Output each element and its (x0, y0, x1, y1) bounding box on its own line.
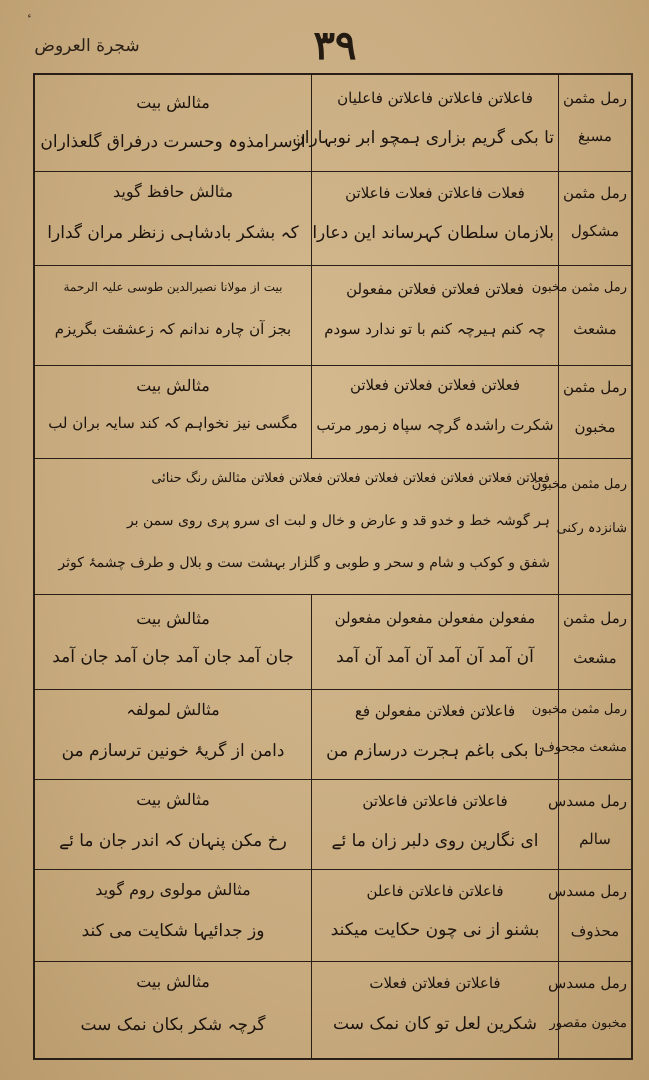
table-row (35, 266, 631, 366)
scansion: فاعلاتن فاعلاتن فاعلاتن (362, 792, 508, 810)
meter-name-cell (547, 870, 631, 961)
example-cell (35, 75, 311, 171)
meter-name-cell (558, 172, 631, 265)
table-row (35, 690, 631, 780)
wide-verse: شفق و کوکب و شام و سحر و طوبی و گلزار بہشت ست و بلال و طرف چشمۂ کوثر (58, 555, 550, 571)
meter-name-cell (547, 780, 631, 869)
example-heading: مثالش بیت (136, 93, 210, 112)
table-row (35, 780, 631, 870)
example-verse: ازسرامذوہ وحسرت درفراق گلعذاران (40, 132, 306, 152)
wide-verse: ہر گوشہ خط و خدو قد و عارض و خال و لبت ای سرو پری روی سمن بر (126, 513, 550, 529)
meter-subname: مخبون (574, 418, 616, 436)
scansion-cell (311, 690, 558, 779)
scansion-cell (311, 870, 558, 961)
example-cell (35, 780, 311, 869)
meter-name-cell (547, 962, 631, 1058)
scansion-verse: چہ کنم ہیرچہ کنم با تو ندارد سودم (324, 320, 546, 338)
meter-subname: مشعث مجحوف (541, 740, 627, 755)
table-row (35, 75, 631, 172)
scansion-verse: تا بکی گریم بزاری ہمچو ابر نوبہاران (292, 128, 554, 148)
table-row (35, 459, 631, 595)
meter-name: رمل مثمن مخبون (531, 702, 627, 717)
meter-name: رمل مثمن مخبون (531, 280, 627, 295)
meter-name: رمل مثمن (562, 184, 627, 202)
meter-name: رمل مثمن (562, 89, 627, 107)
scansion-cell (311, 780, 558, 869)
scansion-verse: شکرین لعل تو کان نمک ست (333, 1014, 537, 1034)
example-cell (35, 870, 311, 961)
meter-subname: مشعث (573, 649, 617, 667)
table-row (35, 962, 631, 1058)
example-verse: وز جدائیہا شکایت می کند (81, 921, 265, 941)
meter-name-cell (531, 459, 631, 594)
scansion: فعلات فاعلاتن فعلات فاعلاتن (345, 184, 525, 202)
example-heading: مثالش مولوی روم گوید (95, 880, 251, 899)
scansion-cell (311, 266, 558, 365)
meter-name-cell (531, 690, 631, 779)
meter-name-cell (558, 366, 631, 458)
running-title: شجرة العروض (34, 36, 140, 56)
scansion-verse: ای نگارین روی دلبر زان ما ئے (331, 831, 539, 851)
meter-name-cell (558, 595, 631, 689)
scansion-verse: آن آمد آن آمد آن آمد آن آمد (336, 647, 534, 667)
scansion-verse: بلازمان سلطان کہرساند این دعارا (312, 223, 554, 243)
example-heading: مثالش بیت (136, 609, 210, 628)
meter-name: رمل مسدس (547, 792, 627, 810)
example-verse: مگسی نیز نخواہم کہ کند سایہ بران لب (48, 414, 298, 432)
table-row (35, 172, 631, 266)
scansion-cell (311, 172, 558, 265)
meter-name: رمل مسدس (547, 882, 627, 900)
table-row (35, 595, 631, 690)
meter-subname: سالم (579, 830, 611, 848)
example-heading: مثالش لمولفہ (126, 700, 220, 719)
example-heading: بیت از مولانا نصیرالدین طوسی علیہ الرحمة (63, 280, 283, 294)
example-verse: دامن از گریۂ خونین ترسازم من (61, 741, 285, 761)
meter-name-cell (531, 266, 631, 365)
scansion: مفعولن مفعولن مفعولن مفعولن (334, 609, 536, 627)
scansion: فاعلاتن فعلاتن فعلات (369, 974, 501, 992)
example-heading: مثالش بیت (136, 790, 210, 809)
table-row (35, 870, 631, 962)
wide-scansion: فعلاتن فعلاتن فعلاتن فعلاتن فعلاتن فعلاتن فعلاتن فعلاتن مثالش رنگ حنائی (151, 471, 550, 486)
meter-name: رمل مثمن (562, 378, 627, 396)
example-verse: کہ بشکر بادشاہی زنظر مران گدارا (47, 223, 299, 243)
scansion-verse: بشنو از نی چون حکایت میکند (330, 920, 540, 940)
scansion: فاعلاتن فعلاتن مفعولن فع (354, 702, 516, 720)
scansion-cell (292, 75, 558, 171)
example-heading: مثالش بیت (136, 972, 210, 991)
meter-name-cell (558, 75, 631, 171)
example-heading: مثالش حافظ گوید (112, 182, 234, 201)
wide-example-cell (35, 459, 558, 594)
meter-table (33, 73, 633, 1060)
scansion: فعلاتن فعلاتن فعلاتن فعلاتن (349, 376, 521, 394)
example-verse: رخ مکن پنہان کہ اندر جان ما ئے (59, 831, 287, 851)
meter-subname: مشکول (570, 222, 620, 240)
scansion-verse: تا بکی باغم ہجرت درسازم من (326, 741, 544, 761)
scansion-verse: شکرت راشدہ گرچہ سپاہ زمور مرتب (316, 416, 554, 434)
meter-subname: شانزدہ رکنی (556, 521, 627, 536)
scansion-cell (311, 366, 558, 458)
example-verse: گرچہ شکر بکان نمک ست (80, 1015, 266, 1035)
scansion: فاعلاتن فاعلاتن فاعلاتن فاعلیان (337, 89, 533, 107)
meter-subname: مسبغ (578, 127, 612, 145)
example-verse: بجز آن چارہ ندانم کہ زعشقت بگریزم (54, 320, 292, 338)
example-cell (35, 962, 311, 1058)
meter-subname: محذوف (570, 922, 620, 940)
example-cell (35, 366, 311, 458)
meter-subname: مخبون مقصور (549, 1016, 627, 1031)
scansion: فاعلاتن فاعلاتن فاعلن (366, 882, 504, 900)
scansion-cell (311, 962, 558, 1058)
example-heading: مثالش بیت (136, 376, 210, 395)
meter-name: رمل مثمن (562, 609, 627, 627)
example-cell (35, 690, 311, 779)
example-verse: جان آمد جان آمد جان آمد جان آمد (52, 647, 294, 667)
page-number: ٣٩ (313, 22, 357, 69)
meter-name: رمل مثمن مخبون (531, 477, 627, 492)
example-cell (35, 595, 311, 689)
example-cell (35, 172, 311, 265)
scansion: فعلاتن فعلاتن فعلاتن مفعولن (346, 280, 524, 298)
meter-subname: مشعث (573, 320, 617, 338)
meter-name: رمل مسدس (547, 974, 627, 992)
table-row (35, 366, 631, 459)
scansion-cell (311, 595, 558, 689)
example-cell (35, 266, 311, 365)
